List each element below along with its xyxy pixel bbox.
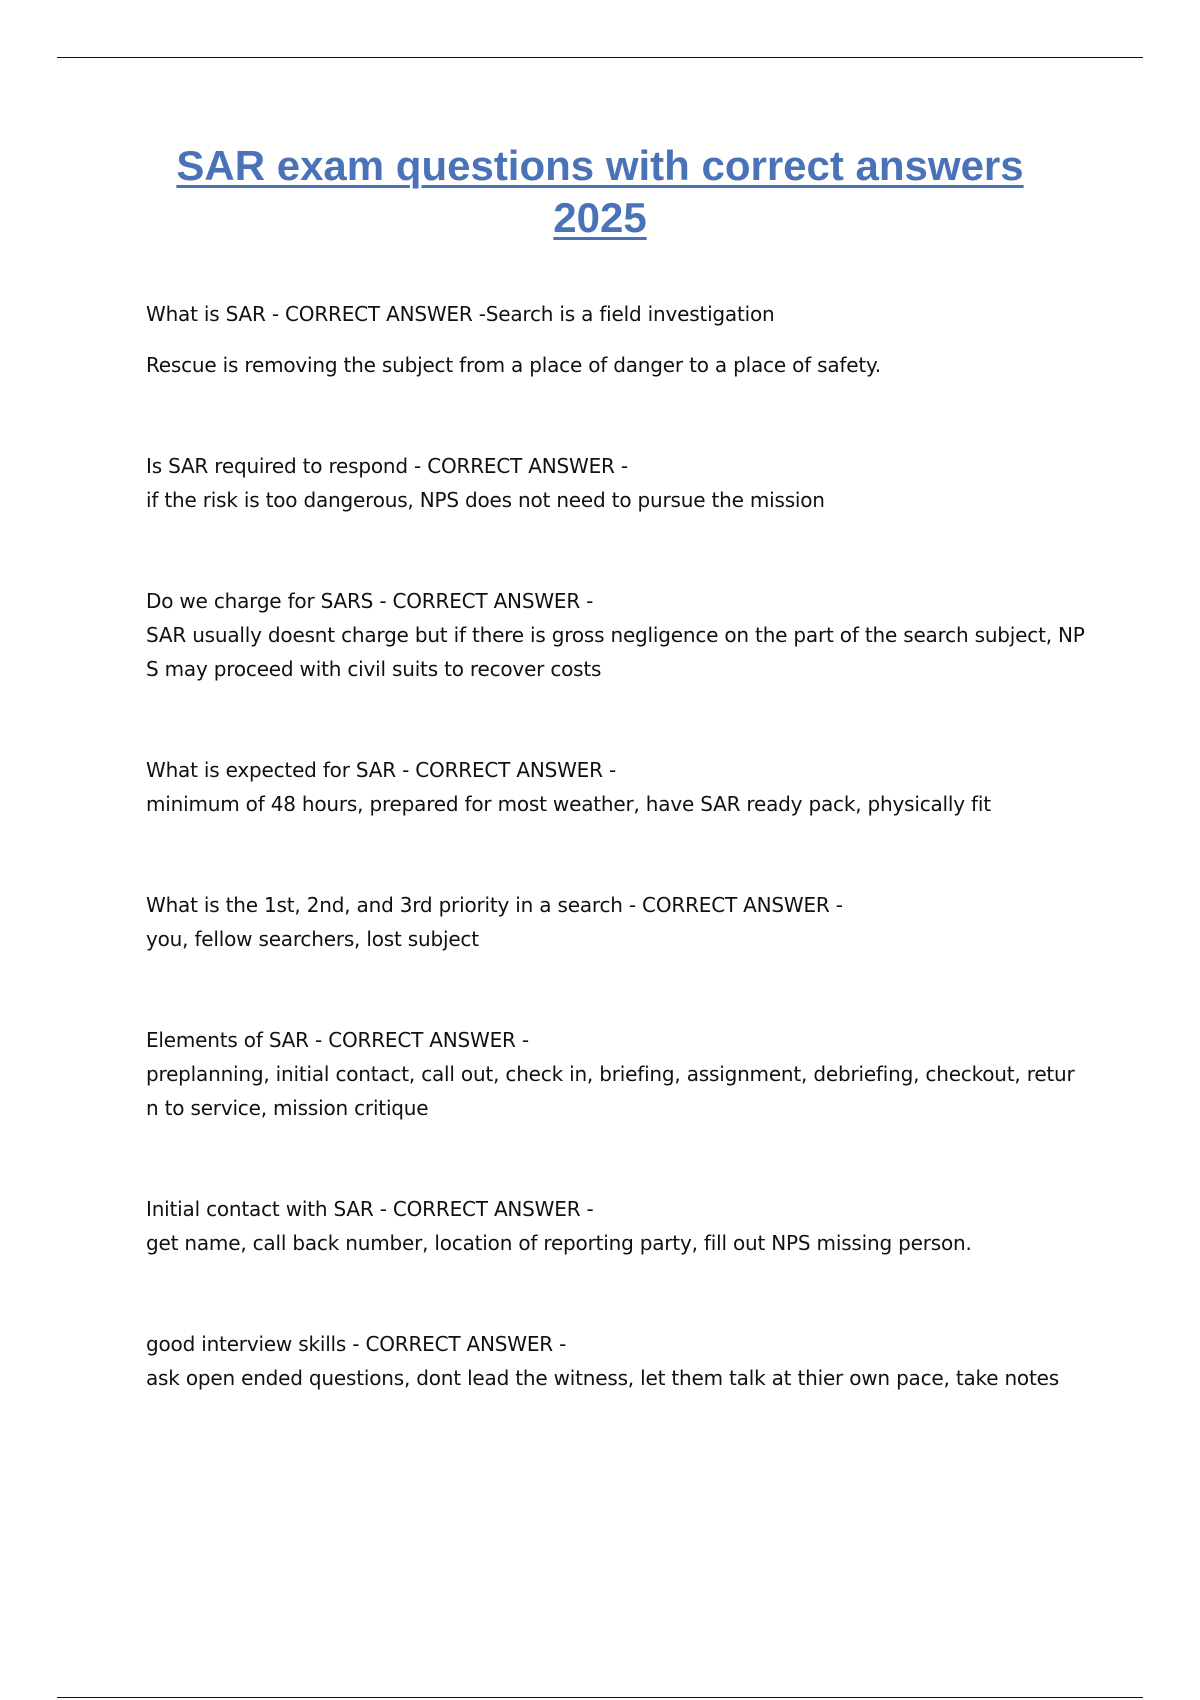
question-text: Initial contact with SAR - CORRECT ANSWER - [146,1197,594,1221]
answer-text: SAR usually doesnt charge but if there is gross negligence on the part of the search subject, NP [146,623,1085,647]
qa-item [146,449,1096,517]
answer-text: Rescue is removing the subject from a place of danger to a place of safety. [146,353,881,377]
answer-text: you, fellow searchers, lost subject [146,927,479,951]
qa-item [146,1023,1096,1125]
answer-text: if the risk is too dangerous, NPS does not need to pursue the mission [146,488,825,512]
document-title [100,140,1100,244]
qa-item [146,1327,1096,1395]
qa-item [146,297,1096,382]
qa-item [146,584,1096,686]
answer-text: preplanning, initial contact, call out, check in, briefing, assignment, debriefing, checkout, retur [146,1062,1075,1086]
top-rule [57,57,1143,58]
document-title-line1: SAR exam questions with correct answers [176,142,1024,189]
answer-text-continued: n to service, mission critique [146,1096,429,1120]
question-text: good interview skills - CORRECT ANSWER - [146,1332,567,1356]
question-text: Elements of SAR - CORRECT ANSWER - [146,1028,529,1052]
qa-item [146,888,1096,956]
question-text: Is SAR required to respond - CORRECT ANSWER - [146,454,628,478]
answer-text: ask open ended questions, dont lead the witness, let them talk at thier own pace, take notes [146,1366,1059,1390]
document-title-line2: 2025 [553,194,647,241]
answer-text-continued: S may proceed with civil suits to recover costs [146,657,602,681]
qa-list [146,297,1096,1395]
bottom-rule [57,1697,1143,1698]
answer-text: minimum of 48 hours, prepared for most weather, have SAR ready pack, physically fit [146,792,991,816]
question-text: What is SAR - CORRECT ANSWER -Search is a field investigation [146,302,775,326]
question-text: What is expected for SAR - CORRECT ANSWER - [146,758,616,782]
qa-item [146,753,1096,821]
question-text: Do we charge for SARS - CORRECT ANSWER - [146,589,594,613]
question-text: What is the 1st, 2nd, and 3rd priority in a search - CORRECT ANSWER - [146,893,843,917]
answer-text: get name, call back number, location of reporting party, fill out NPS missing person. [146,1231,972,1255]
qa-item [146,1192,1096,1260]
